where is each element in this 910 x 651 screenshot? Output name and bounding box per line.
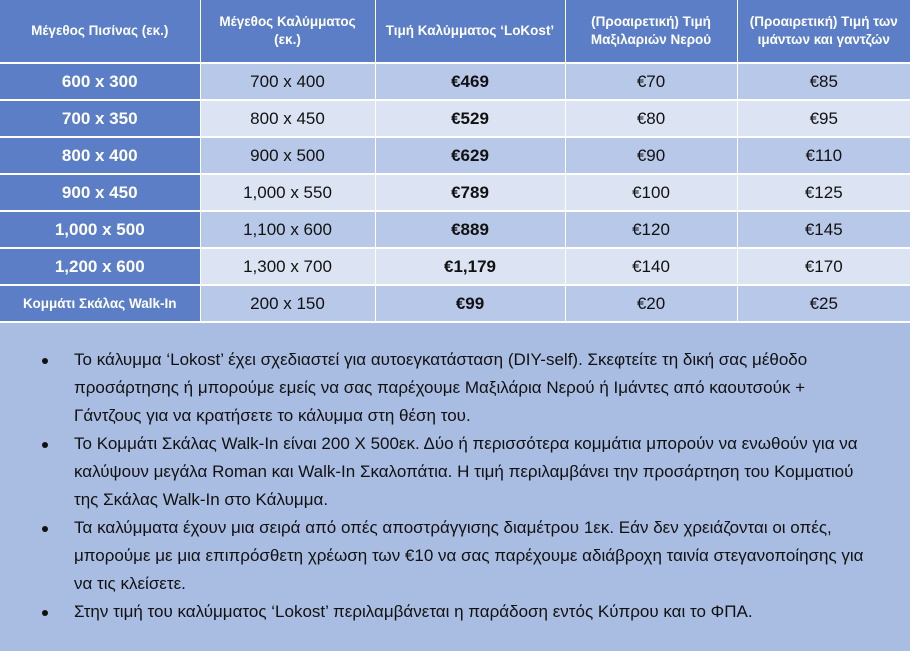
table-row [0, 174, 910, 211]
cover-size-cell: 1,300 x 700 [200, 248, 375, 285]
header-straps-hooks-price: (Προαιρετική) Τιμή των ιμάντων και γαντζών [737, 0, 910, 63]
cover-price-cell: €789 [375, 174, 565, 211]
straps-hooks-price-cell: €95 [737, 100, 910, 137]
cover-price-cell: €629 [375, 137, 565, 174]
water-bags-price-cell: €70 [565, 63, 737, 100]
straps-hooks-price-cell: €85 [737, 63, 910, 100]
note-item [74, 514, 870, 598]
cover-price-cell: €889 [375, 211, 565, 248]
straps-hooks-price-cell: €170 [737, 248, 910, 285]
cover-size-cell: 1,000 x 550 [200, 174, 375, 211]
pool-size-cell: 1,200 x 600 [0, 248, 200, 285]
water-bags-price-cell: €120 [565, 211, 737, 248]
water-bags-price-cell: €100 [565, 174, 737, 211]
note-text: Τα καλύμματα έχουν μια σειρά από οπές αποστράγγισης διαμέτρου 1εκ. Εάν δεν χρειάζονται οι οπές, μπορούμε με μια επιπρόσθετη χρέωση των €10 να σας παρέχουμε αδιάβροχη ταινία στεγανοποίησης για να τις κλείσετε. [74, 518, 864, 593]
note-text: Στην τιμή του καλύμματος ‘Lokost’ περιλαμβάνεται η παράδοση εντός Κύπρου και το ΦΠΑ. [74, 602, 753, 621]
header-water-bags-price: (Προαιρετική) Τιμή Μαξιλαριών Νερού [565, 0, 737, 63]
straps-hooks-price-cell: €25 [737, 285, 910, 322]
cover-size-cell: 800 x 450 [200, 100, 375, 137]
notes-list [0, 338, 910, 626]
cover-size-cell: 200 x 150 [200, 285, 375, 322]
table-header-row [0, 0, 910, 63]
note-text: Το Κομμάτι Σκάλας Walk-In είναι 200 Χ 500εκ. Δύο ή περισσότερα κομμάτια μπορούν να ενωθούν για να καλύψουν μεγάλα Roman και Walk-In Σκαλοπάτια. Η τιμή περιλαμβάνει την προσάρτηση του Κομματιού της Σκάλας Walk-In στο Κάλυμμα. [74, 434, 858, 509]
pool-size-cell: 800 x 400 [0, 137, 200, 174]
straps-hooks-price-cell: €145 [737, 211, 910, 248]
bullet-icon [42, 358, 48, 364]
pool-size-cell: Κομμάτι Σκάλας Walk-In [0, 285, 200, 322]
water-bags-price-cell: €20 [565, 285, 737, 322]
water-bags-price-cell: €90 [565, 137, 737, 174]
note-item [74, 346, 870, 430]
bullet-icon [42, 442, 48, 448]
header-pool-size: Μέγεθος Πισίνας (εκ.) [0, 0, 200, 63]
straps-hooks-price-cell: €110 [737, 137, 910, 174]
header-cover-price: Τιμή Καλύμματος ‘LoKost’ [375, 0, 565, 63]
bullet-icon [42, 526, 48, 532]
table-row [0, 248, 910, 285]
water-bags-price-cell: €140 [565, 248, 737, 285]
straps-hooks-price-cell: €125 [737, 174, 910, 211]
note-item [74, 430, 870, 514]
notes-section [0, 338, 910, 651]
table-row [0, 137, 910, 174]
header-cover-size: Μέγεθος Καλύμματος (εκ.) [200, 0, 375, 63]
cover-price-cell: €1,179 [375, 248, 565, 285]
pool-size-cell: 1,000 x 500 [0, 211, 200, 248]
cover-size-cell: 900 x 500 [200, 137, 375, 174]
table-row [0, 100, 910, 137]
table-row [0, 285, 910, 322]
pool-size-cell: 900 x 450 [0, 174, 200, 211]
water-bags-price-cell: €80 [565, 100, 737, 137]
bullet-icon [42, 610, 48, 616]
note-text: Το κάλυμμα ‘Lokost’ έχει σχεδιαστεί για αυτοεγκατάσταση (DIY-self). Σκεφτείτε τη δική σας μέθοδο προσάρτησης ή μπορούμε εμείς να σας παρέχουμε Μαξιλάρια Νερού ή Ιμάντες από καουτσούκ + Γάντζους για να κρατήσετε το κάλυμμα στη θέση του. [74, 350, 808, 425]
note-item [74, 598, 870, 626]
cover-price-cell: €529 [375, 100, 565, 137]
cover-size-cell: 700 x 400 [200, 63, 375, 100]
price-table [0, 0, 910, 323]
table-row [0, 211, 910, 248]
cover-size-cell: 1,100 x 600 [200, 211, 375, 248]
cover-price-cell: €99 [375, 285, 565, 322]
pool-size-cell: 600 x 300 [0, 63, 200, 100]
cover-price-cell: €469 [375, 63, 565, 100]
table-row [0, 63, 910, 100]
pool-size-cell: 700 x 350 [0, 100, 200, 137]
